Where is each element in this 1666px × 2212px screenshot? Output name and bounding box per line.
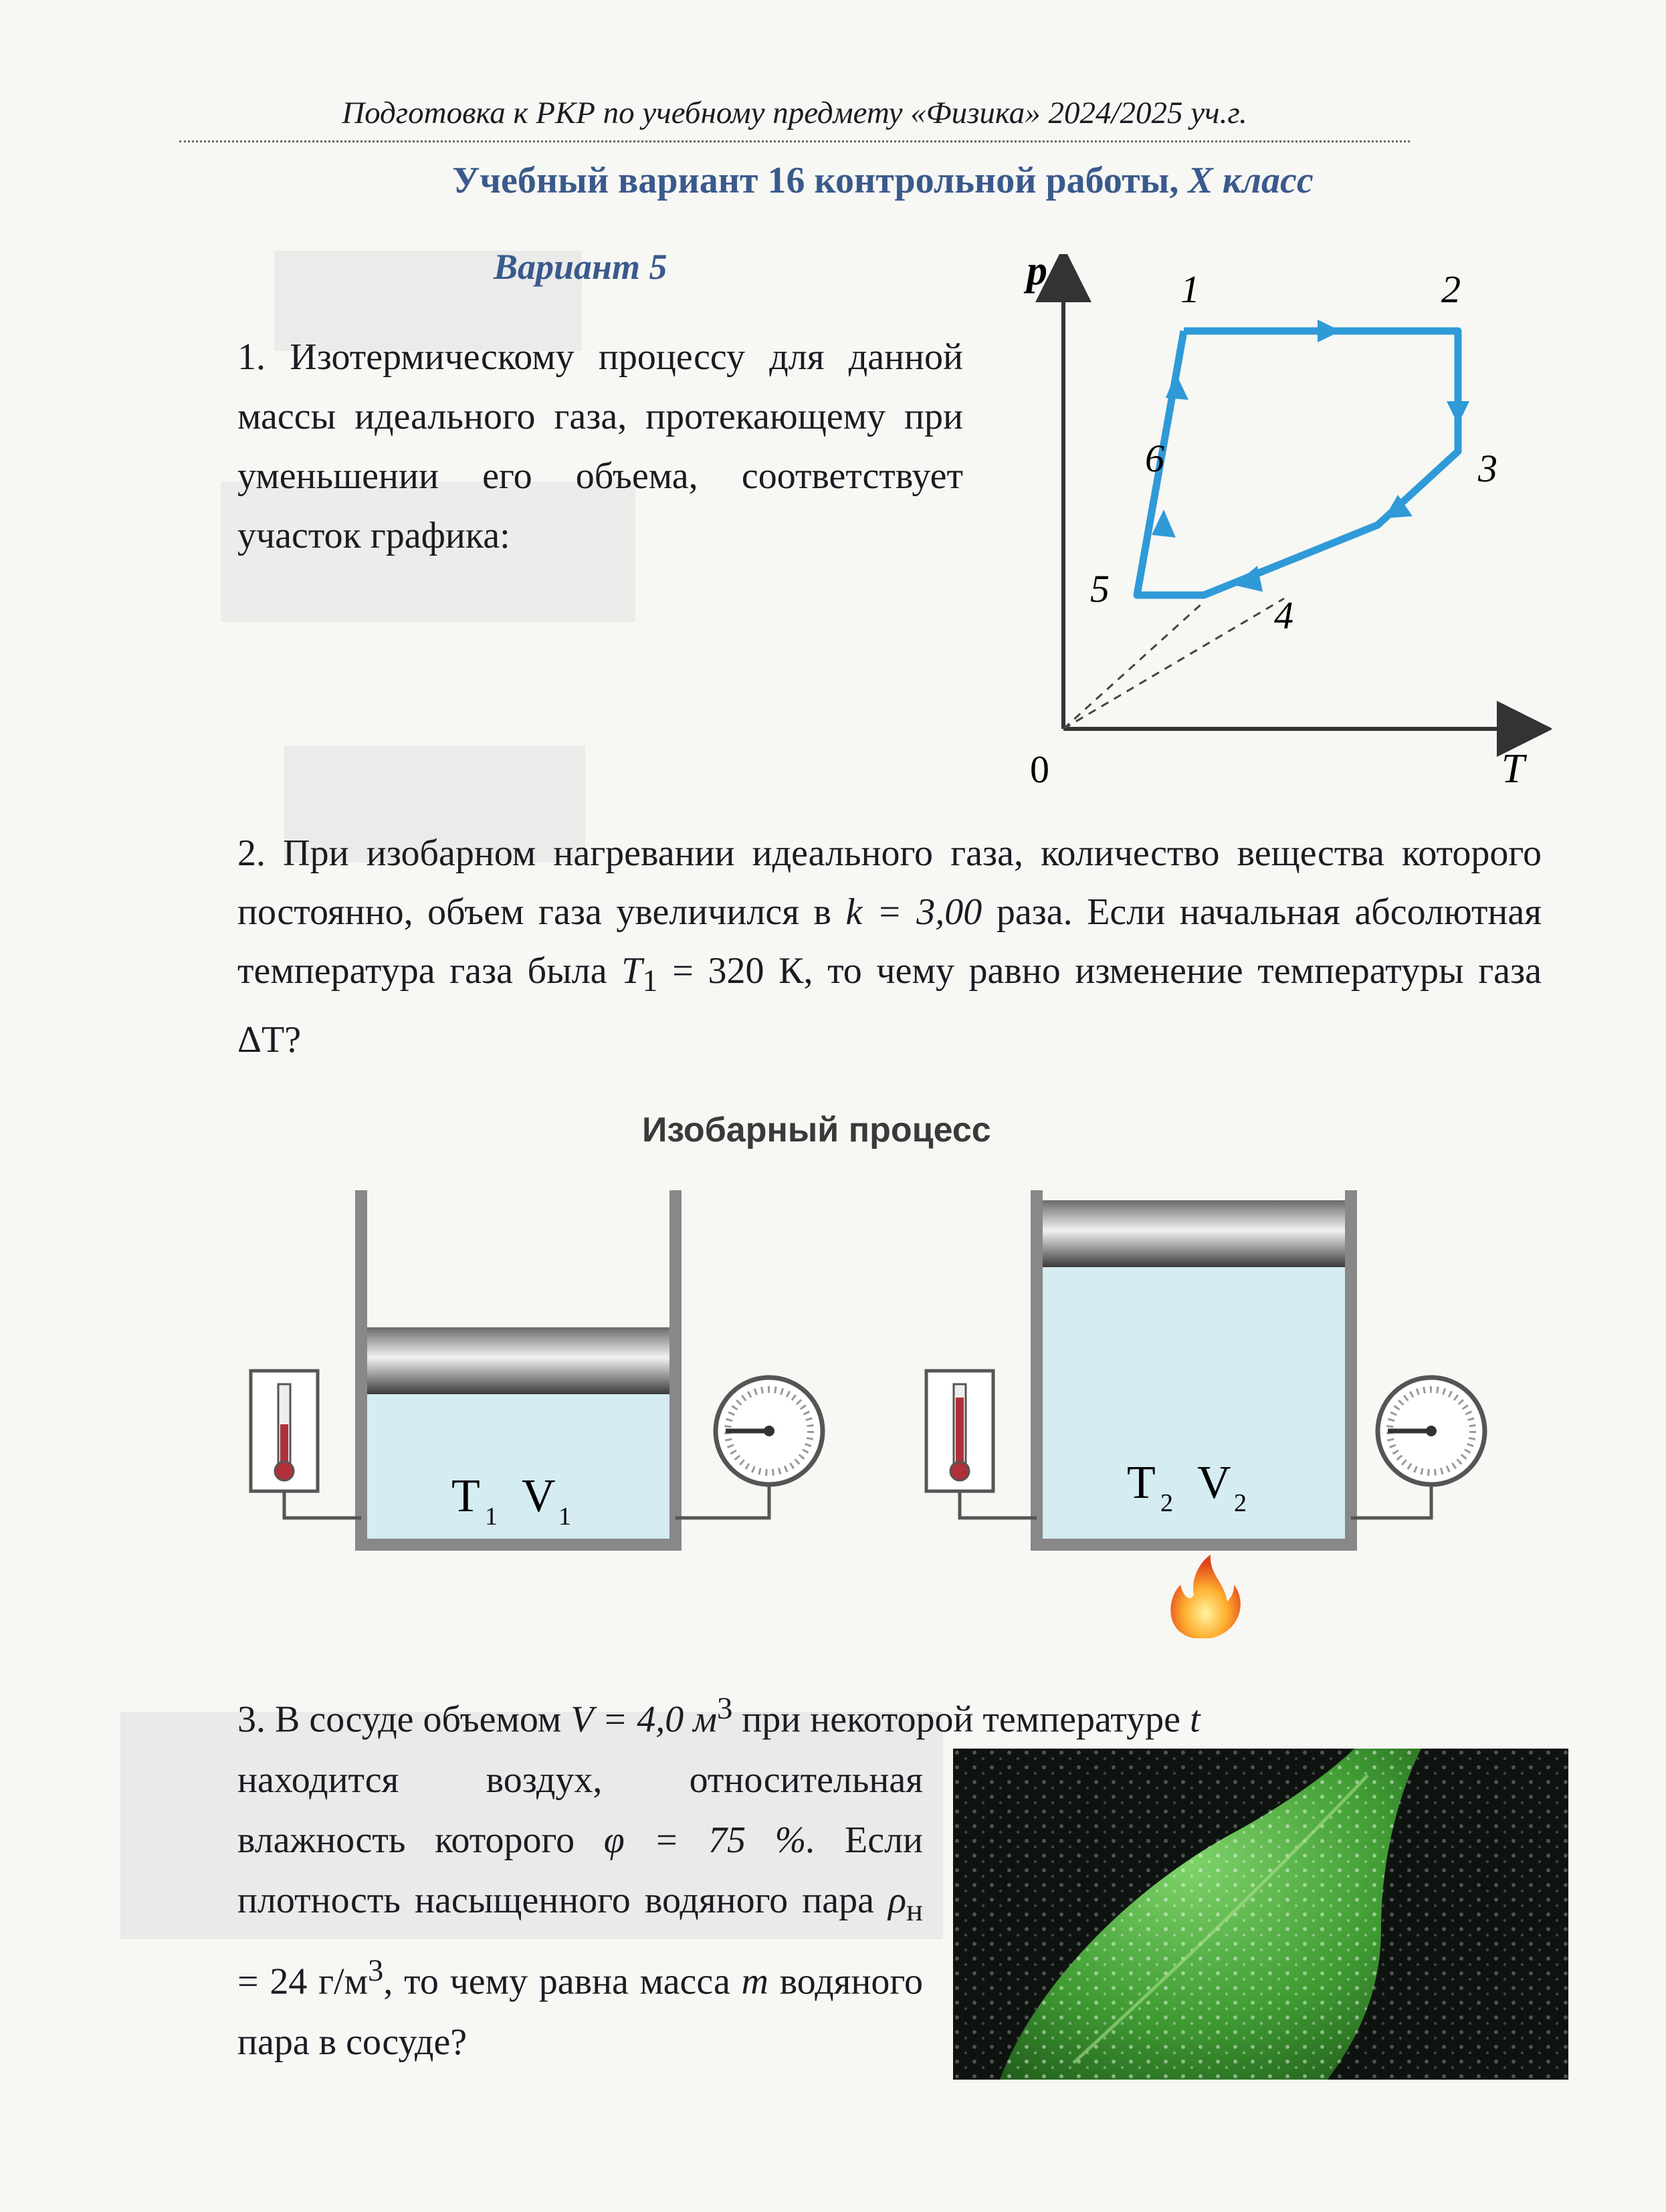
point-5-label: 5 [1090, 567, 1110, 611]
page-title [281, 159, 1485, 202]
page-header: Подготовка к РКР по учебному предмету «Физика» 2024/2025 уч.г. [179, 95, 1410, 142]
task-2-part3: , то чему равно изменение температуры газа ΔT? [237, 950, 1542, 1061]
pressure-gauge-right [1351, 1377, 1485, 1518]
task-1-text: 1. Изотермическому процессу для данной массы идеального газа, протекающему при уменьшении его объема, соответствует участок графика: [237, 336, 963, 556]
task-3-phi: φ = 75 %. [603, 1819, 816, 1861]
task-2-part1: 2. При изобарном нагревании идеального газа, количество вещества которого постоянно, объем газа увеличился в [237, 833, 1542, 933]
right-T: T [1127, 1457, 1156, 1509]
task-3-rest2: Если плотность насыщенного водяного пара [237, 1819, 924, 1921]
task-3-t: t [1190, 1698, 1201, 1741]
task-2-t1: T [621, 950, 643, 992]
task-2-t1-val: = 320 К [657, 950, 804, 992]
flame-icon [1170, 1555, 1241, 1638]
thermometer-right [926, 1371, 1037, 1518]
right-V-sub: 2 [1234, 1489, 1247, 1517]
task-3-m: m [741, 1961, 768, 2003]
task-2-k: k = 3,00 [845, 891, 982, 933]
left-V-sub: 1 [558, 1503, 571, 1531]
point-3-label: 3 [1478, 447, 1497, 490]
isobaric-title: Изобарный процесс [642, 1111, 991, 1149]
arrow-5-6 [1152, 510, 1176, 538]
left-T: T [451, 1470, 480, 1522]
task-3-line1 [237, 1678, 1542, 1750]
cylinder-left [361, 1190, 675, 1545]
point-4-label: 4 [1274, 594, 1293, 637]
isobaric-diagram [227, 1184, 1552, 1652]
axis-y-label: p [1027, 254, 1047, 294]
axis-x-label: T [1501, 746, 1525, 789]
leaf-droplets-photo [953, 1749, 1568, 2080]
task-3-rest3: , то чему равна масса [383, 1961, 742, 2003]
arrow-2-3 [1447, 401, 1469, 425]
cycle-path [1137, 331, 1458, 595]
task-3-rest1: находится воздух, относительная влажность которого [237, 1759, 923, 1861]
task-3-rho-exp: 3 [368, 1953, 384, 1988]
task-3-v: V = 4,0 м [570, 1698, 717, 1741]
task-3-text [237, 1678, 1201, 2072]
task-3-rho: ρ [888, 1879, 907, 1921]
right-T-sub: 2 [1160, 1489, 1173, 1517]
point-1-label: 1 [1180, 267, 1200, 311]
thermometer-left [251, 1371, 361, 1518]
arrow-1-2 [1318, 320, 1341, 342]
task-3-rest4: водяного пара в сосуде? [237, 1961, 923, 2063]
left-V: V [522, 1470, 556, 1522]
point-6-label: 6 [1145, 437, 1164, 480]
task-3-rho-sub: н [906, 1892, 923, 1928]
task-2-part2: раза. Если начальная абсолютная температура газа была [237, 891, 1542, 992]
arrow-6-1 [1166, 373, 1188, 400]
task-3-v-exp: 3 [717, 1691, 733, 1726]
title-main: Учебный вариант 16 контрольной работы, [452, 160, 1188, 201]
task-2-text [237, 824, 1542, 1069]
title-class: X класс [1188, 160, 1314, 201]
right-V: V [1197, 1457, 1231, 1509]
dashed-line-5 [1063, 602, 1204, 729]
task-3-rho-val: = 24 г/м [237, 1961, 369, 2003]
point-2-label: 2 [1441, 267, 1461, 311]
dashed-line-4 [1063, 598, 1284, 729]
pt-cycle-graph [1003, 254, 1552, 789]
left-T-sub: 1 [485, 1503, 498, 1531]
variant-heading: Вариант 5 [494, 247, 667, 287]
task-3-line1b: при некоторой температуре [732, 1698, 1190, 1741]
task-2-t1-sub: 1 [642, 964, 658, 999]
cylinder-right [1037, 1190, 1351, 1545]
task-3-line1a: 3. В сосуде объемом [237, 1698, 571, 1741]
pressure-gauge-left [675, 1377, 823, 1518]
origin-label: 0 [1030, 748, 1049, 789]
